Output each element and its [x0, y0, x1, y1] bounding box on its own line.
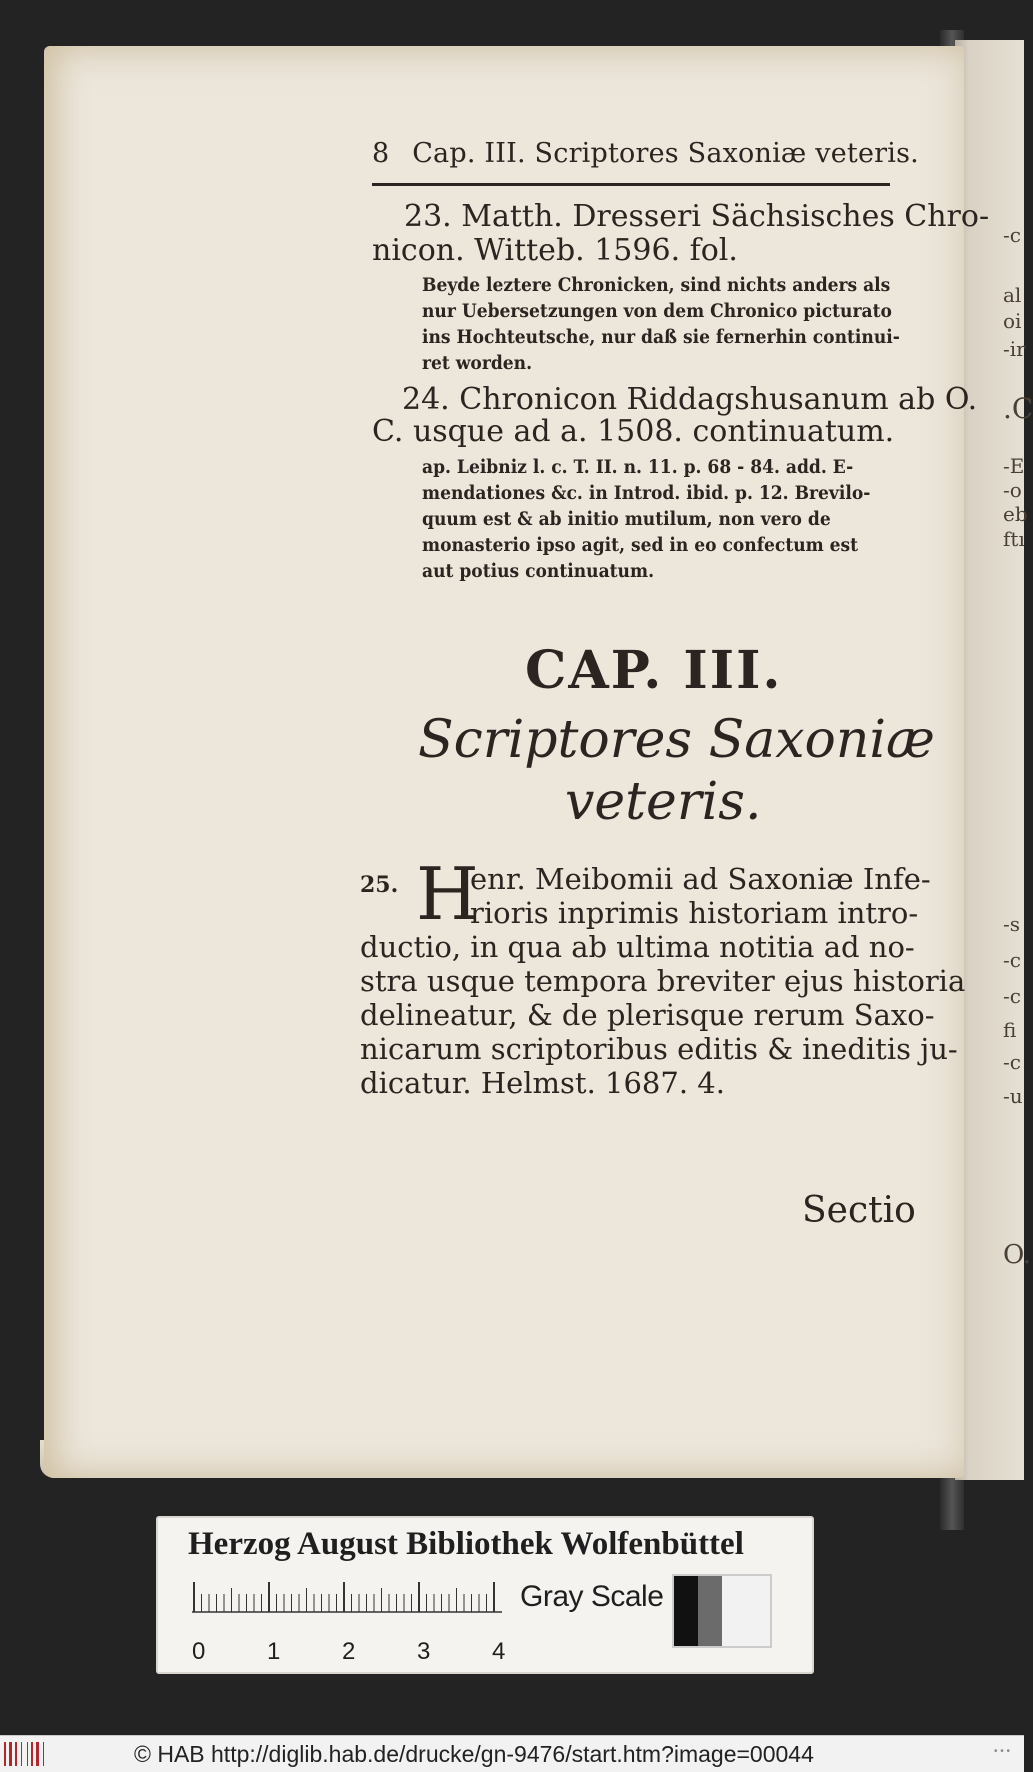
- running-title: Cap. III. Scriptores Saxoniæ veteris.: [412, 138, 919, 169]
- ruler-label: 2: [342, 1638, 356, 1665]
- library-name: Herzog August Bibliothek Wolfenbüttel: [188, 1526, 744, 1562]
- entry-25-line: ductio, in qua ab ultima notitia ad no-: [360, 930, 915, 964]
- fragment: ftı: [1003, 527, 1025, 551]
- barcode-stripe: [36, 1742, 39, 1766]
- fragment: -ir: [1003, 337, 1026, 361]
- fragment: .C: [1003, 392, 1033, 425]
- fragment: oi: [1003, 309, 1022, 333]
- fragment: eb: [1003, 502, 1028, 526]
- gray-swatch: [674, 1576, 698, 1646]
- url-footer-bar: [0, 1735, 1024, 1772]
- barcode-icon: [4, 1742, 46, 1766]
- gray-scale-label: Gray Scale: [520, 1580, 664, 1613]
- fragment: -E: [1003, 454, 1025, 478]
- ruler-label: 0: [192, 1638, 206, 1665]
- barcode-stripe: [15, 1742, 17, 1766]
- entry-25-line: delineatur, & de plerisque rerum Saxo-: [360, 998, 935, 1032]
- ruler-scale: [192, 1582, 504, 1632]
- running-head: [372, 138, 919, 169]
- fragment: -c: [1003, 1050, 1021, 1074]
- adjacent-page: [955, 40, 1033, 1480]
- fragment: -u: [1003, 1084, 1023, 1108]
- gray-swatch: [698, 1576, 722, 1646]
- entry-23-note-line: nur Uebersetzungen von dem Chronico picturato: [422, 300, 892, 322]
- entry-23-note-line: ins Hochteutsche, nur daß sie fernerhin continui-: [422, 326, 900, 348]
- ruler-label: 4: [492, 1638, 506, 1665]
- entry-25-line: rioris inprimis historiam intro-: [470, 896, 919, 930]
- barcode-stripe: [27, 1742, 28, 1766]
- fragment: fi: [1003, 1018, 1017, 1042]
- entry-24-note-line: quum est & ab initio mutilum, non vero de: [422, 508, 831, 530]
- fragment: -c: [1003, 948, 1021, 972]
- entry-25-line: dicatur. Helmst. 1687. 4.: [360, 1066, 725, 1100]
- entry-23-line-1: 23. Matth. Dresseri Sächsisches Chro-: [404, 199, 990, 234]
- drop-cap: H: [416, 852, 479, 936]
- chapter-subtitle-line-1: Scriptores Saxoniæ: [418, 710, 935, 770]
- catchword: Sectio: [802, 1190, 916, 1231]
- ruler-label: 1: [267, 1638, 281, 1665]
- entry-24-note-line: monasterio ipso agit, sed in eo confectum est: [422, 534, 859, 556]
- gray-swatch: [722, 1576, 770, 1646]
- entry-25-number: 25.: [360, 872, 399, 898]
- fragment: O.: [1003, 1240, 1032, 1270]
- page-number: 8: [372, 138, 390, 169]
- fragment: -c: [1003, 984, 1021, 1008]
- fragment: -o: [1003, 478, 1022, 502]
- barcode-stripe: [4, 1742, 6, 1766]
- barcode-stripe: [43, 1742, 44, 1766]
- gray-swatches: [672, 1574, 772, 1648]
- barcode-stripe: [31, 1742, 33, 1766]
- footer-dots: • • •: [994, 1746, 1011, 1757]
- chapter-heading: CAP. III.: [525, 640, 783, 701]
- entry-24-note-line: ap. Leibniz l. c. T. II. n. 11. p. 68 - 84. add. E-: [422, 456, 854, 478]
- header-rule: [372, 183, 890, 186]
- fragment: -s: [1003, 912, 1021, 936]
- entry-23-note-line: Beyde leztere Chronicken, sind nichts anders als: [422, 274, 891, 296]
- ruler-label: 3: [417, 1638, 431, 1665]
- entry-24-note-line: aut potius continuatum.: [422, 560, 655, 582]
- entry-24-line-1: 24. Chronicon Riddagshusanum ab O.: [402, 382, 978, 417]
- fragment: -c: [1003, 223, 1021, 247]
- barcode-stripe: [21, 1742, 22, 1766]
- source-url[interactable]: © HAB http://diglib.hab.de/drucke/gn-9476/start.htm?image=00044: [134, 1741, 814, 1767]
- chapter-subtitle-line-2: veteris.: [565, 772, 762, 832]
- entry-23-line-2: nicon. Witteb. 1596. fol.: [372, 233, 738, 268]
- entry-24-line-2: C. usque ad a. 1508. continuatum.: [372, 414, 895, 449]
- entry-25-line: enr. Meibomii ad Saxoniæ Infe-: [470, 862, 931, 896]
- entry-25-line: stra usque tempora breviter ejus historia: [360, 964, 966, 998]
- barcode-stripe: [9, 1742, 12, 1766]
- color-reference-card: [156, 1516, 814, 1674]
- fragment: al: [1003, 283, 1022, 307]
- entry-25-line: nicarum scriptoribus editis & ineditis ju-: [360, 1032, 958, 1066]
- entry-23-note-line: ret worden.: [422, 352, 533, 374]
- entry-24-note-line: mendationes &c. in Introd. ibid. p. 12. Brevilo-: [422, 482, 871, 504]
